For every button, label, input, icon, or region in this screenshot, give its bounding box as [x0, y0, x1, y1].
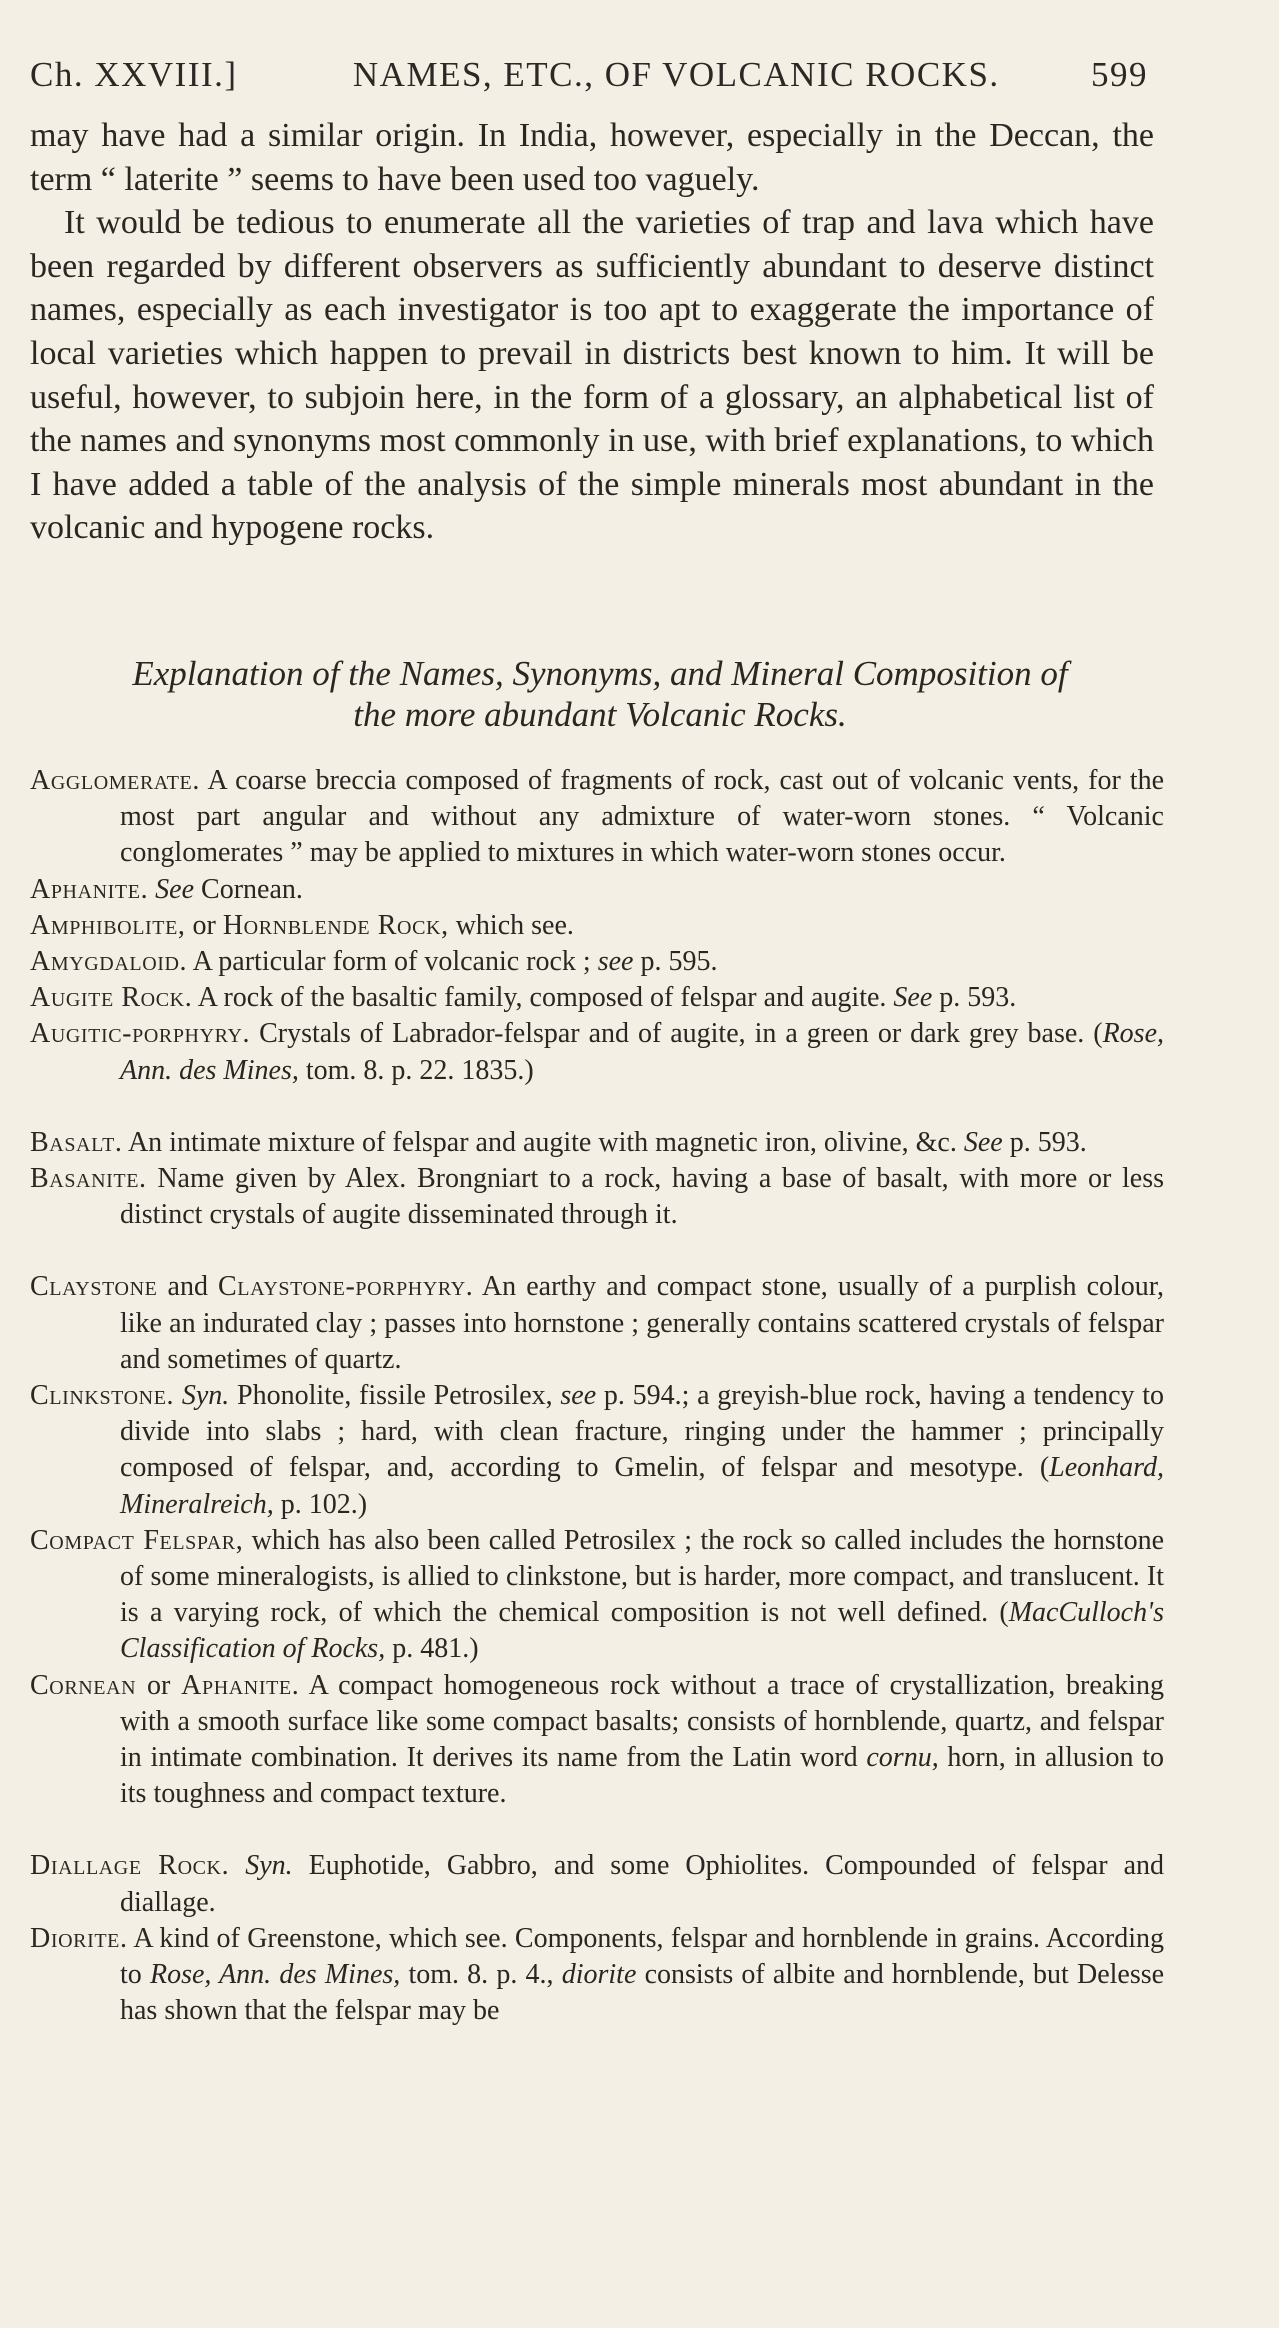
see-reference: see: [560, 1380, 597, 1412]
entry-text: p. 102.): [280, 1488, 368, 1520]
entry-text: Phonolite, fissile Petrosilex,: [237, 1380, 553, 1412]
glossary-entry: [30, 1848, 1164, 1920]
entry-text: horn, in allusion to its toughness and compact texture.: [120, 1742, 1164, 1810]
entry-term: Augitic-porphyry.: [30, 1018, 251, 1050]
see-reference: See: [893, 982, 933, 1014]
running-title: NAMES, ETC., OF VOLCANIC ROCKS.: [352, 55, 1000, 94]
paragraph: It would be tedious to enumerate all the varieties of trap and lava which have been regarded by different observers as sufficiently abundant to deserve distinct names, especially as each investigator is too apt to exaggerate the importance of local varieties which happen to prevail in districts best known to him. It will be useful, however, to subjoin here, in the form of a glossary, an alphabetical list of the names and synonyms most commonly in use, with brief explanations, to which I have added a table of the analysis of the simple minerals most abundant in the volcanic and hypogene rocks.: [30, 204, 1154, 547]
entry-text: consists of albite and hornblende, but Delesse has shown that the felspar may be: [120, 1959, 1165, 2027]
entry-text: Cornean.: [201, 873, 303, 905]
page-number: 599: [1091, 55, 1148, 94]
glossary-entry: [30, 1921, 1164, 2030]
entry-term: Claystone: [30, 1271, 158, 1303]
see-reference: see: [597, 946, 634, 978]
entry-text: A coarse breccia composed of fragments of rock, cast out of volcanic vents, for the most part angular and without any admixture of water-worn stones. “ Volcanic conglomerates ” may be applied to mixtures in which water-worn stones occur.: [120, 765, 1164, 869]
entry-term: Amygdaloid.: [30, 946, 188, 978]
entry-text: A kind of Greenstone, which see. Components, felspar and hornblende in grains. According to: [120, 1922, 1164, 1991]
entry-conjunction: or: [192, 909, 216, 941]
synonym-marker: Syn.: [245, 1850, 293, 1882]
citation: Rose, Ann. des Mines,: [120, 1018, 1164, 1086]
see-reference: See: [963, 1126, 1003, 1158]
glossary-entry: [30, 1161, 1164, 1233]
glossary-heading-line: the more abundant Volcanic Rocks.: [353, 695, 847, 734]
entry-text: A rock of the basaltic family, composed of felspar and augite.: [197, 982, 887, 1014]
entry-text: Euphotide, Gabbro, and some Ophiolites. Compounded of felspar and diallage.: [120, 1850, 1165, 1918]
entry-text: p. 481.): [392, 1633, 479, 1665]
glossary-entry: [30, 944, 1164, 980]
entry-term-alt: Hornblende Rock,: [222, 909, 449, 941]
entry-conjunction: or: [147, 1669, 171, 1701]
entry-text: p. 594.; a greyish-blue rock, having a tendency to divide into slabs ; hard, with clean fracture, ringing under the hammer ; principally composed of felspar, and, according to Gmelin, of felspar and mesotype. (: [120, 1380, 1164, 1484]
glossary-entry: [30, 1125, 1164, 1161]
glossary-entry: [30, 908, 1164, 944]
entry-conjunction: and: [167, 1271, 208, 1303]
entry-term: Cornean: [30, 1669, 137, 1701]
entry-term: Amphibolite,: [30, 909, 186, 941]
glossary-heading: [30, 653, 1170, 735]
glossary-entry: [30, 1016, 1164, 1088]
glossary-entry: [30, 1668, 1164, 1813]
running-head: [30, 55, 1148, 95]
entry-text: p. 595.: [640, 946, 718, 978]
entry-term: Basalt.: [30, 1126, 123, 1158]
entry-term: Agglomerate.: [30, 765, 200, 796]
glossary-entry: [30, 1269, 1164, 1378]
entry-term: Clinkstone.: [30, 1380, 175, 1412]
chapter-label: Ch. XXVIII.]: [30, 55, 238, 94]
synonym-marker: Syn.: [181, 1380, 230, 1412]
glossary-entry: [30, 763, 1164, 872]
entry-text: p. 593.: [1009, 1126, 1087, 1158]
glossary-heading-line: Explanation of the Names, Synonyms, and Mineral Composition of: [132, 654, 1068, 693]
glossary-entry: [30, 1378, 1164, 1523]
entry-term: Compact Felspar,: [30, 1524, 244, 1556]
citation: MacCulloch's Classification of Rocks,: [120, 1597, 1164, 1665]
entry-term: Diorite.: [30, 1922, 128, 1954]
paragraph: may have had a similar origin. In India, however, especially in the Deccan, the term “ laterite ” seems to have been used too vaguely.: [30, 117, 1154, 198]
latin-word: cornu,: [866, 1742, 939, 1774]
entry-text: tom. 8. p. 22. 1835.): [305, 1054, 534, 1086]
entry-term-alt: Claystone-porphyry.: [218, 1271, 474, 1303]
emphasized-word: diorite: [561, 1959, 637, 1991]
entry-term: Aphanite.: [30, 873, 149, 905]
glossary-entry: [30, 872, 1164, 908]
entry-text: which see.: [455, 909, 574, 941]
entry-text: A particular form of volcanic rock ;: [192, 946, 591, 978]
entry-text: p. 593.: [939, 982, 1017, 1014]
citation: Leonhard, Mineralreich,: [120, 1452, 1164, 1520]
entry-text: Crystals of Labrador-felspar and of augite, in a green or dark grey base. (: [259, 1018, 1103, 1050]
entry-text: A compact homogeneous rock without a trace of crystallization, breaking with a smooth surface like some compact basalts; consists of hornblende, quartz, and felspar in intimate combination. It derives its name from the Latin word: [120, 1669, 1164, 1774]
entry-term: Diallage Rock.: [30, 1850, 230, 1882]
intro-text: [30, 114, 1154, 550]
entry-term-alt: Aphanite.: [181, 1669, 300, 1701]
see-reference: See: [155, 873, 195, 905]
entry-term: Basanite.: [30, 1163, 147, 1195]
glossary-entry: [30, 980, 1164, 1016]
entry-text: tom. 8. p. 4.,: [408, 1959, 554, 1991]
entry-text: which has also been called Petrosilex ; the rock so called includes the hornstone of some mineralogists, is allied to clinkstone, but is harder, more compact, and translucent. It is a varying rock, of which the chemical composition is not well defined. (: [120, 1524, 1164, 1629]
glossary-entry: [30, 1523, 1164, 1668]
glossary: [30, 763, 1164, 2030]
citation: Rose, Ann. des Mines,: [149, 1959, 401, 1991]
entry-term: Augite Rock.: [30, 982, 193, 1014]
entry-text: An intimate mixture of felspar and augite with magnetic iron, olivine, &c.: [127, 1126, 957, 1158]
entry-text: Name given by Alex. Brongniart to a rock, having a base of basalt, with more or less distinct crystals of augite disseminated through it.: [120, 1163, 1165, 1231]
entry-text: An earthy and compact stone, usually of a purplish colour, like an indurated clay ; passes into hornstone ; generally contains scattered crystals of felspar and sometimes of quartz.: [120, 1271, 1164, 1375]
